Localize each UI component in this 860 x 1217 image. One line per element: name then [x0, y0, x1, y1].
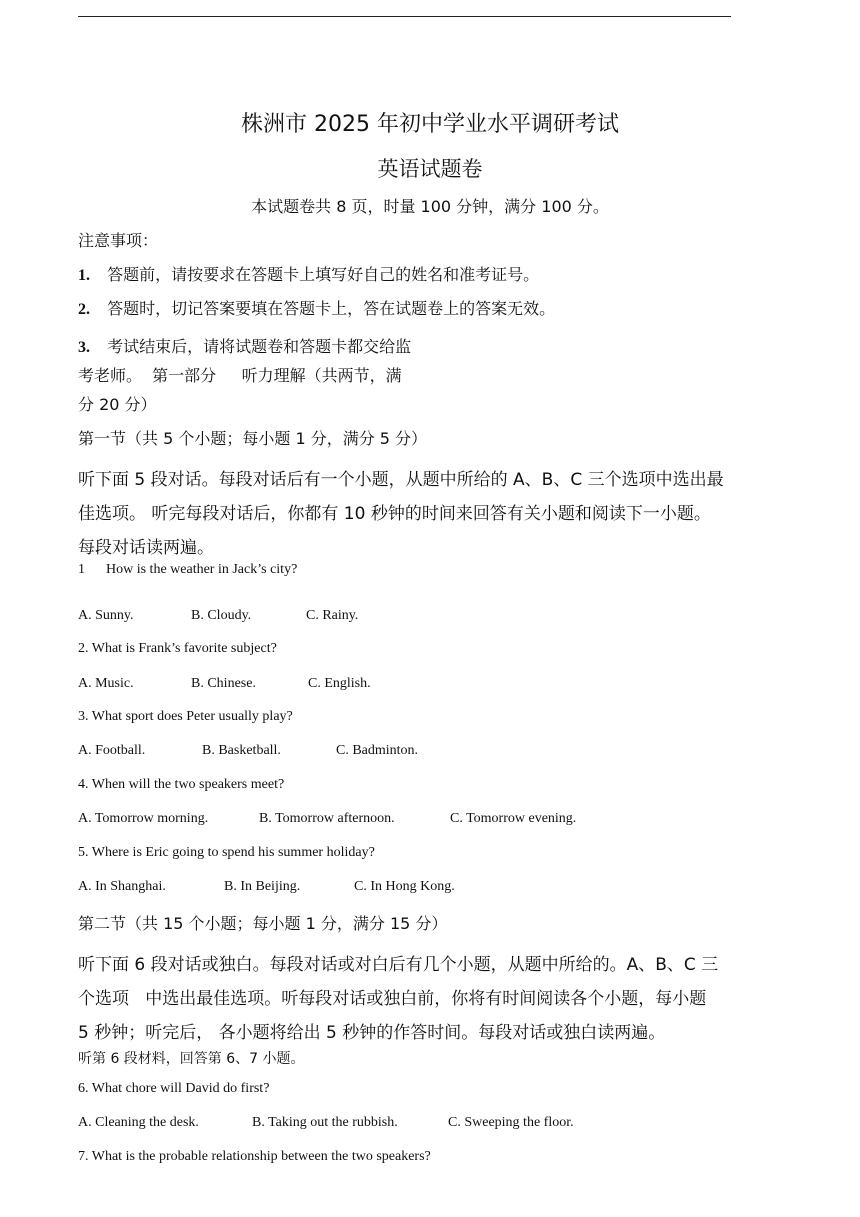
section2-instruction-line: 个选项 中选出最佳选项。听每段对话或独白前，你将有时间阅读各个小题，每小题: [78, 989, 707, 1009]
option-a: A. Music.: [78, 676, 134, 691]
option-c: C. Sweeping the floor.: [448, 1115, 574, 1130]
question-3: 3. What sport does Peter usually play?: [78, 709, 293, 724]
option-b: B. In Beijing.: [224, 879, 301, 894]
material-note: 听第 6 段材料，回答第 6、7 小题。: [78, 1051, 305, 1067]
note-text: 答题前，请按要求在答题卡上填写好自己的姓名和准考证号。: [107, 265, 540, 284]
exam-title: 株洲市 2025 年初中学业水平调研考试: [241, 112, 619, 137]
note-number: 2.: [78, 301, 90, 318]
option-b: B. Basketball.: [202, 743, 281, 758]
options-row-5: [78, 879, 778, 899]
top-rule: [78, 16, 731, 17]
section2-instruction-line: 5 秒钟；听完后， 各小题将给出 5 秒钟的作答时间。每段对话或独白读两遍。: [78, 1023, 666, 1043]
option-b: B. Tomorrow afternoon.: [259, 811, 395, 826]
question-6: 6. What chore will David do first?: [78, 1081, 270, 1096]
option-c: C. In Hong Kong.: [354, 879, 455, 894]
option-a: A. Cleaning the desk.: [78, 1115, 199, 1130]
section2-heading: 第二节（共 15 个小题；每小题 1 分，满分 15 分）: [78, 914, 448, 933]
exam-info: 本试题卷共 8 页，时量 100 分钟，满分 100 分。: [251, 197, 609, 216]
options-row-3: [78, 743, 778, 763]
option-b: B. Taking out the rubbish.: [252, 1115, 398, 1130]
question-5: 5. Where is Eric going to spend his summer holiday?: [78, 845, 375, 860]
option-c: C. Badminton.: [336, 743, 419, 758]
option-a: A. In Shanghai.: [78, 879, 166, 894]
section1-instruction-line: 每段对话读两遍。: [78, 538, 214, 558]
note-number: 3.: [78, 339, 90, 356]
option-b: B. Chinese.: [191, 676, 256, 691]
note-wrap-line-1: 考老师。 第一部分 听力理解（共两节，满: [78, 366, 402, 385]
note-number: 1.: [78, 267, 90, 284]
options-row-6: [78, 1115, 778, 1135]
options-row-4: [78, 811, 778, 831]
options-row-1: [78, 608, 778, 628]
note-wrap-line-2: 分 20 分）: [78, 395, 157, 414]
note-item-2: [78, 296, 555, 319]
option-c: C. Rainy.: [306, 608, 359, 623]
question-1: 1 How is the weather in Jack’s city?: [78, 562, 298, 577]
section1-instruction-line: 佳选项。 听完每段对话后，你都有 10 秒钟的时间来回答有关小题和阅读下一小题。: [78, 504, 711, 524]
section2-instruction-line: 听下面 6 段对话或独白。每段对话或对白后有几个小题，从题中所给的。A、B、C 三: [78, 955, 719, 975]
option-a: A. Sunny.: [78, 608, 134, 623]
note-item-3: [78, 334, 411, 357]
question-7: 7. What is the probable relationship between the two speakers?: [78, 1149, 431, 1164]
option-a: A. Tomorrow morning.: [78, 811, 209, 826]
options-row-2: [78, 676, 778, 696]
option-c: C. English.: [308, 676, 371, 691]
note-text: 答题时，切记答案要填在答题卡上，答在试题卷上的答案无效。: [107, 299, 556, 318]
exam-subtitle: 英语试题卷: [377, 157, 483, 181]
question-2: 2. What is Frank’s favorite subject?: [78, 641, 277, 656]
question-4: 4. When will the two speakers meet?: [78, 777, 285, 792]
note-item-1: [78, 262, 539, 285]
option-c: C. Tomorrow evening.: [450, 811, 577, 826]
option-b: B. Cloudy.: [191, 608, 252, 623]
option-a: A. Football.: [78, 743, 146, 758]
note-text: 考试结束后，请将试题卷和答题卡都交给监: [107, 337, 412, 356]
section1-heading: 第一节（共 5 个小题；每小题 1 分，满分 5 分）: [78, 429, 428, 448]
notes-heading: 注意事项：: [78, 231, 159, 250]
section1-instruction-line: 听下面 5 段对话。每段对话后有一个小题，从题中所给的 A、B、C 三个选项中选出最: [78, 470, 724, 490]
